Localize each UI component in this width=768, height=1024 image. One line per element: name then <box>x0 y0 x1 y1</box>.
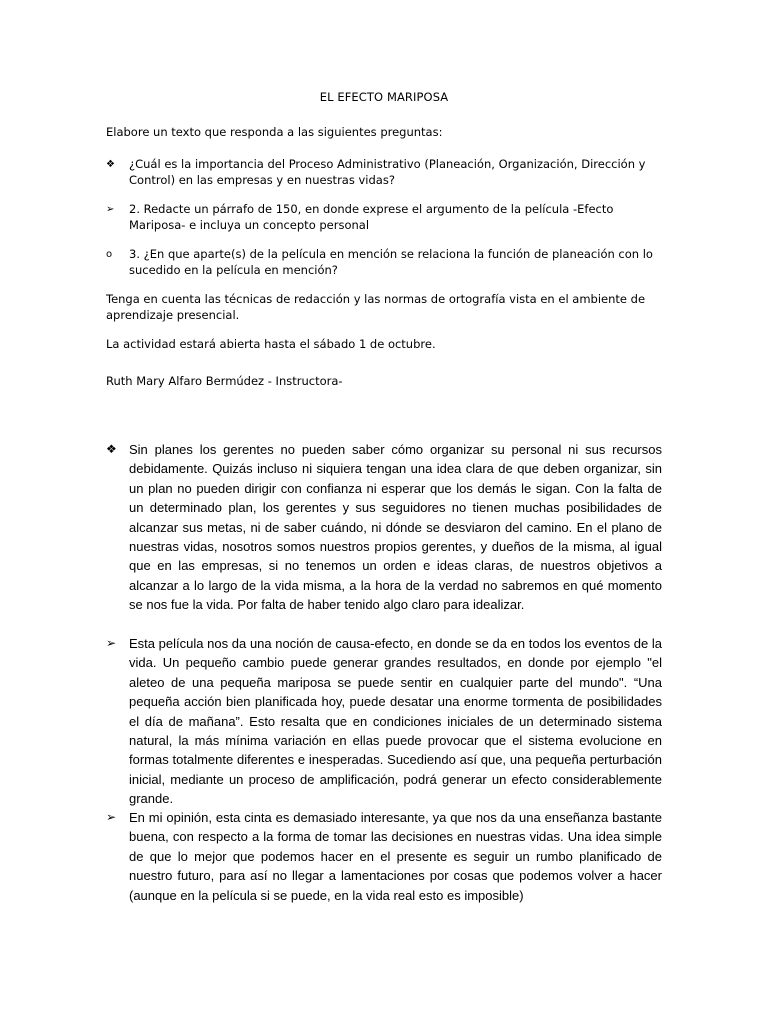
question-item-1 <box>106 157 666 188</box>
arrow-bullet-icon: ➢ <box>106 204 115 215</box>
answer-text-1: Sin planes los gerentes no pueden saber cómo organizar su personal ni sus recursos debidamente. Quizás incluso ni siquiera tengan una idea clara de que deben organizar, sin un plan no pueden dirigir con confianza ni esperar que los demás le sigan. Con la falta de un determinado plan, los gerentes y sus seguidores no tienen muchas posibilidades de alcanzar sus metas, ni de saber cuándo, ni dónde se desviaron del camino. En el plano de nuestras vidas, nosotros somos nuestros propios gerentes, y dueños de la misma, al igual que en las empresas, si no tenemos un orden e ideas claras, de nuestros objetivos a alcanzar a lo largo de la vida misma, a la hora de la verdad no sabremos en qué momento se nos fue la vida. Por falta de haber tenido algo claro para idealizar. <box>129 442 662 613</box>
instructor-signature: Ruth Mary Alfaro Bermúdez - Instructora- <box>106 374 343 388</box>
answer-text-3: En mi opinión, esta cinta es demasiado interesante, ya que nos da una enseñanza bastante buena, con respecto a la forma de tomar las decisiones en nuestras vidas. Una idea simple de que lo mejor que podemos hacer en el presente es seguir un rumbo planificado de nuestro futuro, para así no llegar a lamentaciones por cosas que podemos volver a hacer (aunque en la película si se puede, en la vida real esto es imposible) <box>129 810 662 903</box>
answer-text-2: Esta película nos da una noción de causa-efecto, en donde se da en todos los eventos de la vida. Un pequeño cambio puede generar grandes resultados, en donde por ejemplo "el aleteo de una pequeña mariposa se puede sentir en cualquier parte del mundo". “Una pequeña acción bien planificada hoy, puede desatar una enorme tormenta de posibilidades el día de mañana”. Esto resalta que en condiciones iniciales de un determinado sistema natural, la más mínima variación en ellas puede provocar que el sistema evolucione en formas totalmente diferentes e inesperadas. Sucediendo así que, una pequeña perturbación inicial, mediante un proceso de amplificación, podrá generar un efecto considerablemente grande. <box>129 636 662 807</box>
answer-item-1 <box>106 440 662 615</box>
diamond-bullet-icon: ❖ <box>106 442 117 456</box>
arrow-bullet-icon: ➢ <box>106 636 117 650</box>
circle-bullet-icon: o <box>106 249 113 260</box>
question-item-3 <box>106 247 666 278</box>
question-text-3: 3. ¿En que aparte(s) de la película en mención se relaciona la función de planeación con lo sucedido en la película en mención? <box>129 247 653 277</box>
instructions-note: Tenga en cuenta las técnicas de redacción y las normas de ortografía vista en el ambiente de aprendizaje presencial. <box>106 292 646 322</box>
diamond-bullet-icon: ❖ <box>106 159 115 170</box>
intro-text: Elabore un texto que responda a las siguientes preguntas: <box>106 125 443 139</box>
document-title: EL EFECTO MARIPOSA <box>319 90 449 104</box>
deadline-text: La actividad estará abierta hasta el sábado 1 de octubre. <box>106 337 436 351</box>
question-item-2 <box>106 202 666 233</box>
arrow-bullet-icon: ➢ <box>106 810 117 824</box>
answer-item-2 <box>106 634 662 809</box>
question-text-2: 2. Redacte un párrafo de 150, en donde exprese el argumento de la película -Efecto Mariposa- e incluya un concepto personal <box>129 202 614 232</box>
answer-item-3 <box>106 808 662 905</box>
question-text-1: ¿Cuál es la importancia del Proceso Administrativo (Planeación, Organización, Dirección y Control) en las empresas y en nuestras vidas? <box>129 157 646 187</box>
